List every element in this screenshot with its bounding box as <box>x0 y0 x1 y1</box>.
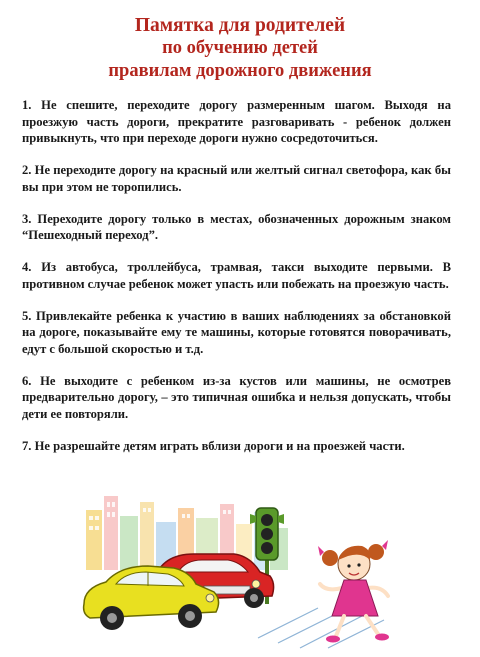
girl-icon <box>318 540 389 643</box>
title-line-1: Памятка для родителей <box>134 15 346 36</box>
title-line-2: по обучению детей <box>162 38 318 58</box>
rule-item-2: 2. Не переходите дорогу на красный или желтый сигнал светофора, как бы вы при этом не торопились. <box>22 163 451 194</box>
rules-list <box>22 97 451 470</box>
rule-item-6: 6. Не выходите с ребенком из-за кустов или машины, не осмотрев предварительно дорогу, – это типичная ошибка и нельзя допускать, чтобы дети ее повторяли. <box>22 373 451 421</box>
rule-item-1: 1. Не спешите, переходите дорогу размеренным шагом. Выходя на проезжую часть дороги, прекратите разговаривать - ребенок должен привыкнуть, что при переходе дороги нужно сосредоточиться. <box>22 98 451 145</box>
page-title <box>0 14 480 83</box>
rule-item-4: 4. Из автобуса, троллейбуса, трамвая, такси выходите первыми. В противном случае ребенок может упасть или побежать на проезжую часть. <box>22 260 451 291</box>
rule-item-3: 3. Переходите дорогу только в местах, обозначенных дорожным знаком “Пешеходный переход”. <box>22 211 451 242</box>
road-scene-illustration <box>78 488 402 650</box>
rule-item-7: 7. Не разрешайте детям играть вблизи дороги и на проезжей части. <box>22 438 405 453</box>
title-line-3: правилам дорожного движения <box>108 61 372 81</box>
rule-item-5: 5. Привлекайте ребенка к участию в ваших наблюдениях за обстановкой на дороге, показывайте ему те машины, которые готовятся поворачивать, едут с большой скоростью и т.д. <box>22 308 451 356</box>
